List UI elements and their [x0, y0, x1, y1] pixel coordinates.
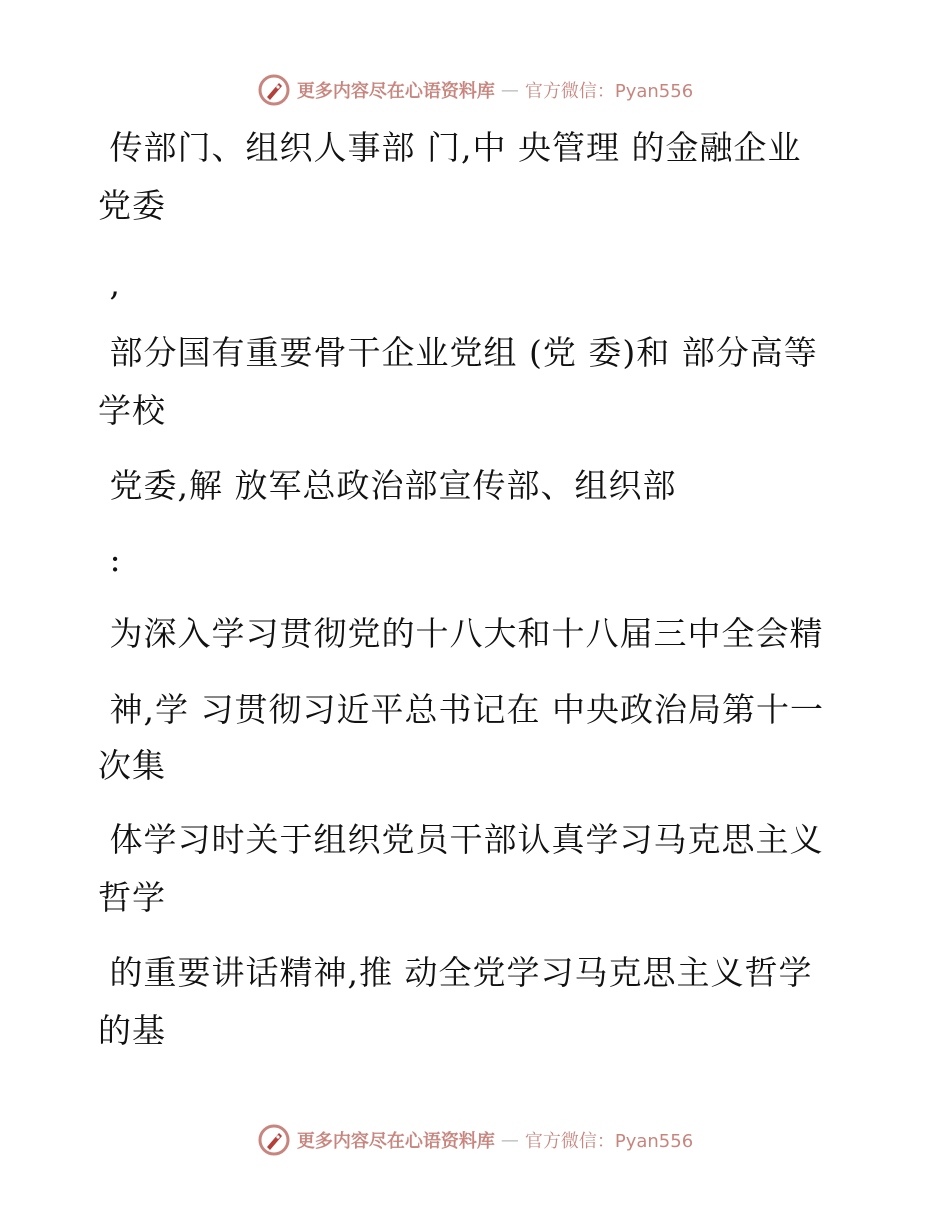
text-line: 次集	[98, 746, 166, 785]
banner-separator: —	[500, 1129, 519, 1151]
text-line: 的基	[98, 1011, 166, 1050]
text-line: 学校	[98, 391, 166, 430]
text-line: 神,学 习贯彻习近平总书记在 中央政治局第十一	[98, 690, 824, 729]
header-banner	[0, 70, 950, 110]
footer-banner	[0, 1120, 950, 1160]
text-line: :	[98, 540, 122, 579]
text-line: ,	[98, 264, 121, 303]
banner-separator: —	[500, 79, 519, 101]
text-line: 党委	[98, 186, 166, 225]
text-line: 为深入学习贯彻党的十八大和十八届三中全会精	[98, 614, 824, 653]
pen-nib-logo-icon	[257, 73, 291, 107]
text-line: 的重要讲话精神,推 动全党学习马克思主义哲学	[98, 953, 813, 992]
banner-wechat-id: 官方微信：Pyan556	[524, 1131, 694, 1152]
text-line: 传部门、组织人事部 门,中 央管理 的金融企业	[98, 128, 802, 167]
banner-site-name: 更多内容尽在心语资料库	[296, 1131, 495, 1152]
text-line: 部分国有重要骨干企业党组 (党 委)和 部分高等	[98, 333, 818, 372]
text-line: 体学习时关于组织党员干部认真学习马克思主义	[98, 820, 824, 859]
banner-site-name: 更多内容尽在心语资料库	[296, 81, 495, 102]
text-line: 哲学	[98, 878, 166, 917]
text-line: 党委,解 放军总政治部宣传部、组织部	[98, 466, 677, 505]
pen-nib-logo-icon	[257, 1123, 291, 1157]
banner-wechat-id: 官方微信：Pyan556	[524, 81, 694, 102]
